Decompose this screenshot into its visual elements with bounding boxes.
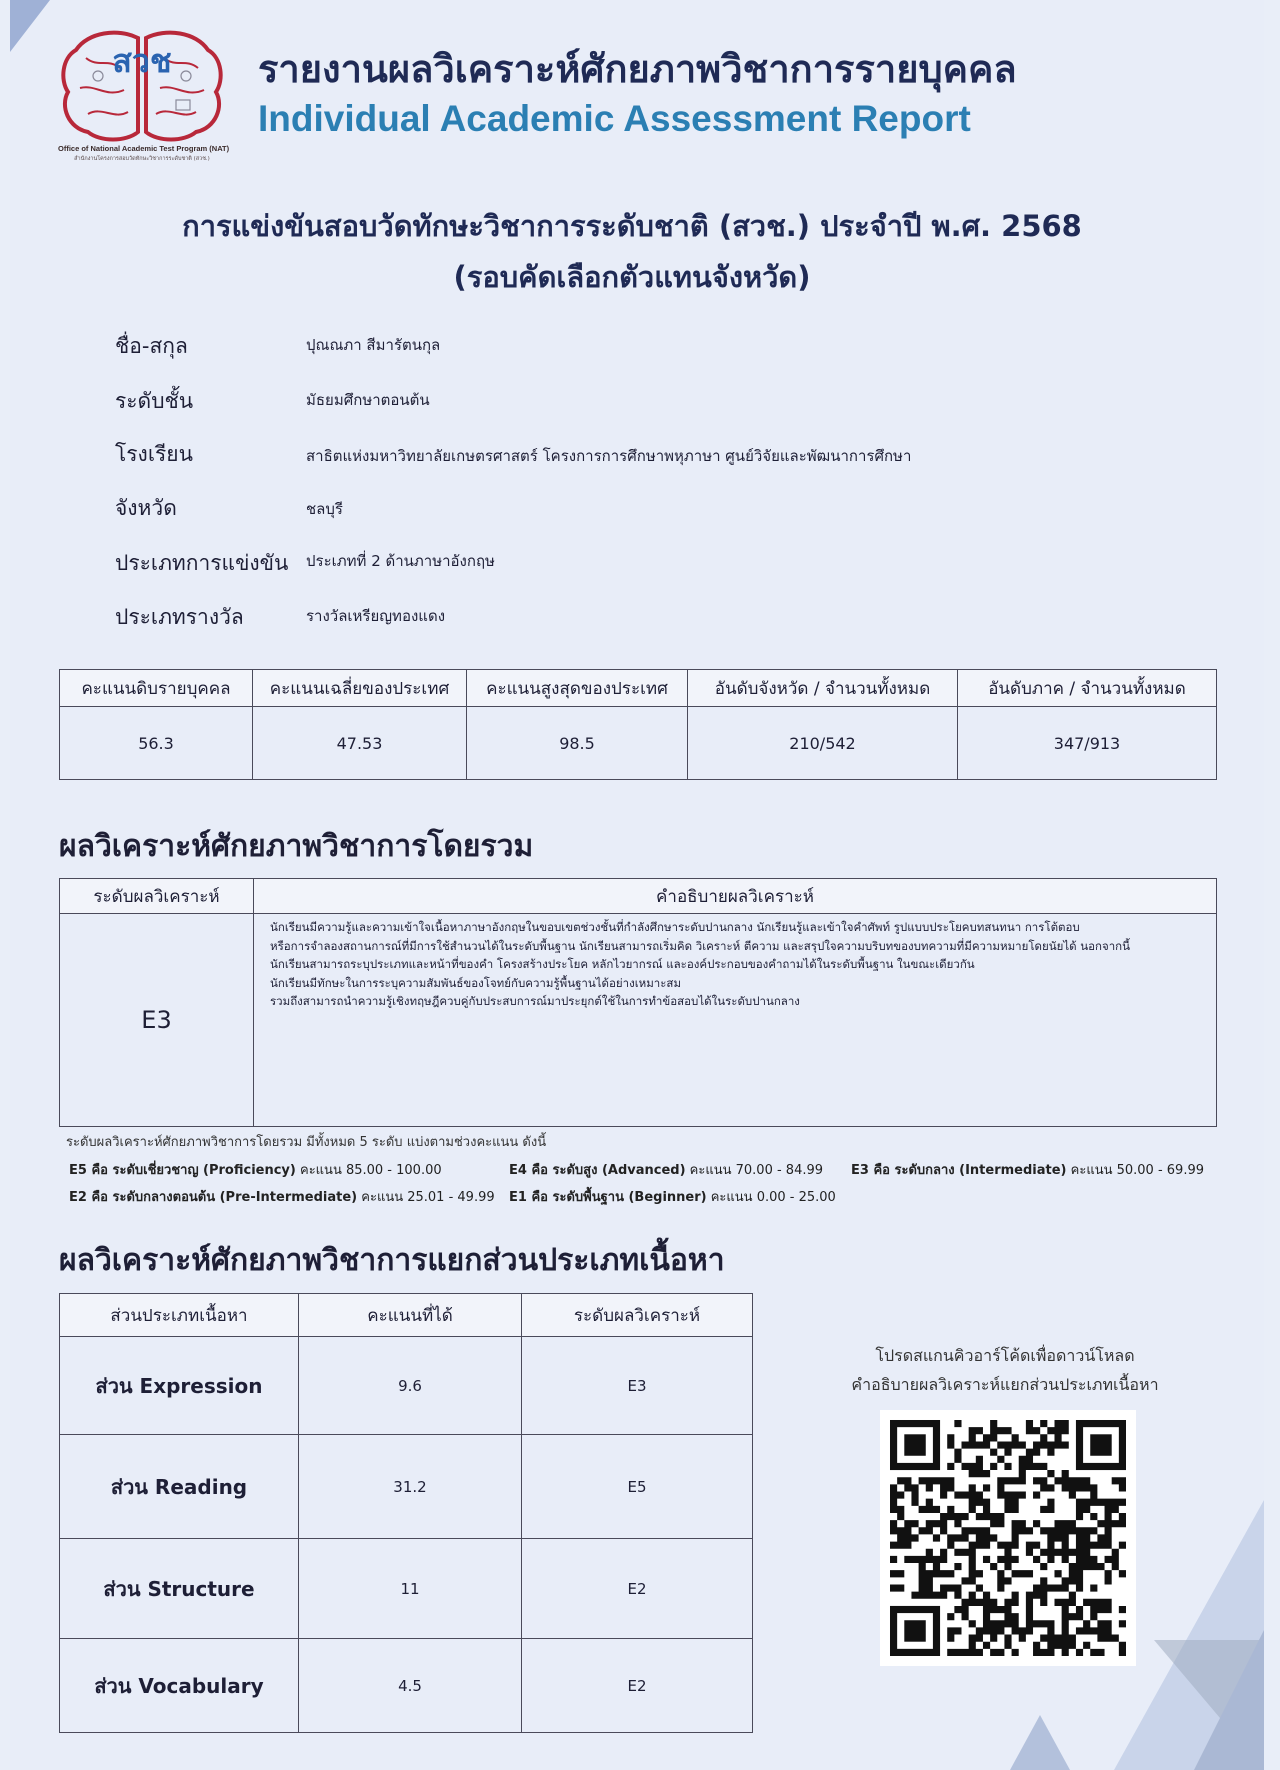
info-value-level: มัธยมศึกษาตอนต้น [306,391,430,409]
level-code: E1 คือ ระดับพื้นฐาน (Beginner) [509,1190,707,1205]
info-value-award: รางวัลเหรียญทองแดง [306,607,446,625]
level-range: คะแนน 85.00 - 100.00 [300,1163,442,1178]
score-table-row [60,707,1217,780]
competition-title: การแข่งขันสอบวัดทักษะวิชาการระดับชาติ (สวช.) ประจำปี พ.ศ. 2568 [182,209,1082,243]
description-line: นักเรียนมีความรู้และความเข้าใจเนื้อหาภาษาอังกฤษในขอบเขตช่วงชั้นที่กำลังศึกษาระดับปานกลาง นักเรียนรู้และเข้าใจคำศัพท์ รูปแบบประโยคบทสนทนา การโต้ตอบ [270,920,1080,934]
level-range: คะแนน 50.00 - 69.99 [1070,1163,1204,1178]
content-part: ส่วน Vocabulary [60,1639,299,1733]
overall-level: E3 [60,914,254,1127]
level-code: E2 คือ ระดับกลางตอนต้น (Pre-Intermediate) [69,1190,358,1205]
report-title-en: Individual Academic Assessment Report [258,98,971,139]
content-score: 4.5 [299,1639,522,1733]
score-header: คะแนนดิบรายบุคคล [60,670,253,707]
table-row [60,1539,753,1639]
info-value-school: สาธิตแห่งมหาวิทยาลัยเกษตรศาสตร์ โครงการการศึกษาพหุภาษา ศูนย์วิจัยและพัฒนาการศึกษา [306,447,912,465]
analysis-header [60,879,1217,914]
info-label-competition-type: ประเภทการแข่งขัน [115,551,289,575]
table-row [60,1337,753,1435]
content-header: ส่วนประเภทเนื้อหา [60,1294,299,1337]
level-range: คะแนน 70.00 - 84.99 [689,1163,824,1178]
logo-org-th: สำนักงานโครงการสอบวัดทักษะวิชาการระดับชาติ (สวช.) [74,156,210,162]
overall-analysis-table [59,878,1217,1127]
level-code: E3 คือ ระดับกลาง (Intermediate) [851,1163,1067,1178]
level-e1 [509,1186,836,1207]
content-level: E2 [522,1639,753,1733]
description-line: นักเรียนมีทักษะในการระบุความสัมพันธ์ของโจทย์กับความรู้พื้นฐานได้อย่างเหมาะสม [270,975,682,990]
level-range: คะแนน 0.00 - 25.00 [710,1190,836,1205]
logo-org-en: Office of National Academic Test Program (NAT) [58,144,230,153]
qr-code[interactable] [880,1410,1136,1666]
score-header: คะแนนสูงสุดของประเทศ [467,670,688,707]
level-e5 [69,1159,442,1180]
content-table [59,1293,753,1733]
score-header: อันดับภาค / จำนวนทั้งหมด [958,670,1217,707]
description-line: นักเรียนสามารถระบุประเภทและหน้าที่ของคำ โครงสร้างประโยค หลักไวยากรณ์ และองค์ประกอบของคำถามได้ในระดับพื้นฐาน ในขณะเดียวกัน [270,957,975,971]
info-value-competition-type: ประเภทที่ 2 ด้านภาษาอังกฤษ [306,552,495,570]
content-score: 31.2 [299,1435,522,1539]
info-label-name: ชื่อ-สกุล [115,334,188,358]
content-level: E5 [522,1435,753,1539]
content-part: ส่วน Reading [60,1435,299,1539]
nat-logo [58,28,230,168]
level-code: E4 คือ ระดับสูง (Advanced) [509,1163,686,1178]
competition-round: (รอบคัดเลือกตัวแทนจังหวัด) [453,260,811,294]
national-average: 47.53 [253,707,467,780]
content-section-title: ผลวิเคราะห์ศักยภาพวิชาการแยกส่วนประเภทเนื้อหา [59,1243,725,1278]
content-header: ระดับผลวิเคราะห์ [522,1294,753,1337]
analysis-level-header: ระดับผลวิเคราะห์ [60,879,254,914]
triangle-decoration [1010,1715,1070,1770]
description-line: หรือการจำลองสถานการณ์ที่มีการใช้สำนวนได้ในระดับพื้นฐาน นักเรียนสามารถเริ่มคิด วิเคราะห์ ตีความ และสรุปใจความบริบทของบทความที่มีความหมายโดยนัยได้ นอกจากนี้ [270,938,1131,953]
table-row [60,1435,753,1539]
info-label-school: โรงเรียน [115,442,193,466]
content-level: E2 [522,1539,753,1639]
info-label-province: จังหวัด [115,496,177,520]
level-e2 [69,1186,495,1207]
raw-score: 56.3 [60,707,253,780]
level-range: คะแนน 25.01 - 49.99 [361,1190,495,1205]
region-rank: 347/913 [958,707,1217,780]
level-e4 [509,1159,823,1180]
content-score: 11 [299,1539,522,1639]
analysis-row [60,914,1217,1127]
analysis-desc-header: คำอธิบายผลวิเคราะห์ [254,879,1217,914]
info-value-name: ปุณณภา สีมารัตนกุล [306,336,441,354]
level-e3 [851,1159,1204,1180]
content-header: คะแนนที่ได้ [299,1294,522,1337]
content-score: 9.6 [299,1337,522,1435]
levels-note: ระดับผลวิเคราะห์ศักยภาพวิชาการโดยรวม มีทั้งหมด 5 ระดับ แบ่งตามช่วงคะแนน ดังนี้ [66,1135,547,1150]
score-table-header [60,670,1217,707]
info-label-level: ระดับชั้น [115,389,194,413]
content-level: E3 [522,1337,753,1435]
level-code: E5 คือ ระดับเชี่ยวชาญ (Proficiency) [69,1163,296,1178]
info-value-province: ชลบุรี [306,500,343,518]
content-part: ส่วน Structure [60,1539,299,1639]
score-header: คะแนนเฉลี่ยของประเทศ [253,670,467,707]
content-part: ส่วน Expression [60,1337,299,1435]
overall-description [254,914,1217,1127]
qr-instruction-line2: คำอธิบายผลวิเคราะห์แยกส่วนประเภทเนื้อหา [851,1375,1159,1394]
national-max: 98.5 [467,707,688,780]
brain-logo-icon [58,28,226,144]
province-rank: 210/542 [688,707,958,780]
score-header: อันดับจังหวัด / จำนวนทั้งหมด [688,670,958,707]
overall-section-title: ผลวิเคราะห์ศักยภาพวิชาการโดยรวม [59,829,534,864]
qr-instruction-line1: โปรดสแกนคิวอาร์โค้ดเพื่อดาวน์โหลด [875,1346,1135,1365]
info-label-award: ประเภทรางวัล [115,605,244,629]
triangle-decoration [1194,1630,1264,1770]
corner-decoration [10,0,50,52]
qr-code-icon [880,1410,1136,1666]
report-title-th: รายงานผลวิเคราะห์ศักยภาพวิชาการรายบุคคล [258,47,1017,91]
table-row [60,1639,753,1733]
description-line: รวมถึงสามารถนำความรู้เชิงทฤษฎีควบคู่กับประสบการณ์มาประยุกต์ใช้ในการทำข้อสอบได้ในระดับปานกลาง [270,994,800,1008]
score-table [59,669,1217,780]
content-table-header [60,1294,753,1337]
logo-letters: สวช [112,42,172,80]
